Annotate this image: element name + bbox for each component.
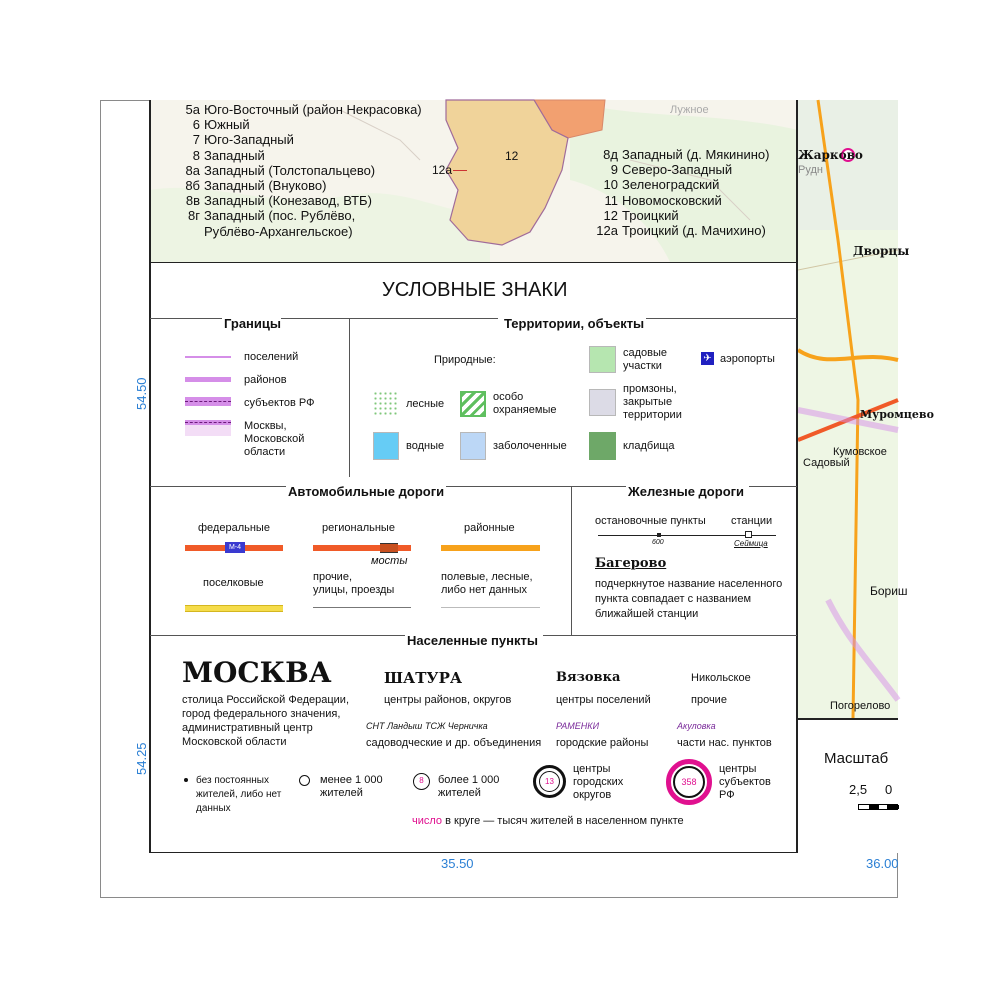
scale-top-border (797, 718, 898, 720)
road-regional-label: региональные (322, 522, 395, 534)
village-label: Лужное (670, 104, 709, 116)
protected-label: особо охраняемые (493, 391, 557, 416)
divider (749, 486, 797, 487)
rail-underlined-example: Багерово (595, 556, 667, 571)
district-num: 9 (610, 162, 618, 178)
district-num: 5а (185, 102, 200, 117)
road-district-symbol (441, 545, 540, 551)
district-name: Западный (204, 147, 265, 163)
section-title-territories: Территории, объекты (504, 316, 645, 331)
section-title-roads: Автомобильные дороги (288, 484, 445, 499)
industrial-swatch (589, 389, 616, 416)
district-num: 8г (188, 208, 200, 224)
no-residents-label: без постоянных жителей, либо нет данных (196, 775, 282, 814)
rail-stop-example: 600 (652, 539, 664, 546)
district-name: Западный (Толстопальцево) (204, 162, 376, 178)
border-moscow-label: Москвы, Московской области (244, 420, 305, 458)
scale-title: Масштаб (824, 750, 889, 767)
water-swatch (373, 432, 399, 460)
settlement-part-example: Акуловка (677, 721, 716, 731)
rail-stop-symbol (657, 533, 661, 537)
subject-center-symbol (666, 759, 712, 805)
district-name: Новомосковский (622, 192, 722, 208)
divider (571, 486, 572, 635)
border-subject-label: субъектов РФ (244, 397, 315, 409)
divider (150, 486, 286, 487)
cemetery-label: кладбища (623, 440, 675, 452)
road-field-label: полевые, лесные, либо нет данных (441, 571, 533, 596)
city-district-center-symbol (533, 765, 566, 798)
district-12-map-label: 12 (505, 149, 519, 163)
district-name: Троицкий (д. Мачихино) (622, 222, 766, 238)
gardens-label: садовые участки (623, 347, 668, 372)
capital-example: МОСКВА (182, 656, 332, 689)
district-list-left (172, 102, 422, 239)
divider (543, 635, 797, 636)
district-name: Юго-Восточный (район Некрасовка) (204, 102, 422, 117)
border-settlement-label: поселений (244, 351, 299, 363)
district-name: Западный (д. Мякинино) (622, 147, 770, 162)
capital-note: столица Российской Федерации, город федерального значения, административный центр Московской области (182, 694, 349, 748)
bridges-label: мосты (371, 555, 408, 567)
other-settlement-example: Никольское (691, 672, 751, 684)
district-center-note: центры районов, округов (384, 694, 512, 706)
district-name: Рублёво-Архангельское) (204, 223, 353, 239)
settlement-center-example: Вязовка (556, 670, 621, 685)
swamp-label: заболоченные (493, 440, 567, 452)
district-name: Юго-Западный (204, 132, 294, 148)
city-district-center-number: 13 (539, 771, 560, 792)
border-district-symbol (185, 377, 231, 382)
legend-left-border (149, 100, 151, 853)
road-field-symbol (441, 607, 540, 608)
map-town-label: Муромцево (860, 408, 934, 421)
road-streets-symbol (313, 607, 411, 608)
settlement-center-note: центры поселений (556, 694, 651, 706)
cemetery-swatch (589, 432, 616, 460)
urban-district-note: городские районы (556, 737, 649, 749)
subject-centers-label: центры субъектов РФ (719, 763, 771, 801)
rail-stations-label: станции (731, 515, 773, 527)
forest-swatch (373, 391, 399, 417)
section-title-railways: Железные дороги (628, 484, 745, 499)
divider (281, 318, 498, 319)
district-num: 8д (603, 147, 618, 162)
gt1000-label: более 1 000 жителей (438, 774, 500, 799)
settlement-part-note: части нас. пунктов (677, 737, 772, 749)
footnote-highlight: число (412, 815, 443, 827)
district-num: 6 (192, 117, 200, 133)
road-district-label: районные (464, 522, 515, 534)
section-title-borders: Границы (224, 316, 281, 331)
subject-center-number: 358 (673, 766, 705, 798)
district-center-example: ШАТУРА (384, 669, 463, 687)
lon-label-right: 36.00 (866, 856, 899, 871)
border-district-label: районов (244, 374, 287, 386)
district-list-right (590, 147, 769, 238)
legend-title: УСЛОВНЫЕ ЗНАКИ (382, 279, 568, 301)
swamp-swatch (460, 432, 486, 460)
district-name: Западный (пос. Рублёво, (204, 208, 356, 224)
map-town-label: Садовый (803, 457, 850, 469)
lon-label-left: 35.50 (441, 856, 474, 871)
district-num: 10 (603, 177, 618, 193)
map-town-label: Бориш (870, 584, 908, 598)
moscow-districts-map (150, 100, 798, 262)
road-settlement-symbol (185, 605, 283, 612)
scale-block (798, 718, 898, 853)
road-settlement-label: поселковые (203, 577, 264, 589)
rail-stops-label: остановочные пункты (595, 515, 706, 527)
border-moscow-symbol (185, 420, 231, 436)
district-num: 8а (185, 162, 200, 178)
snt-example-1: СНТ Ландыш (366, 721, 423, 731)
district-list-right-grid (590, 147, 769, 238)
scale-bar-segment (869, 805, 879, 809)
border-subject-symbol (185, 397, 231, 406)
lat-label-top: 54.50 (134, 377, 149, 410)
district-12a-pointer (453, 170, 467, 171)
snt-example-2: ТСЖ Черничка (425, 721, 488, 731)
rail-underlined-note: подчеркнутое название населенного пункта совпадает с названием ближайшей станции (595, 578, 783, 620)
other-settlement-note: прочие (691, 694, 727, 706)
district-name: Троицкий (622, 207, 679, 223)
map-town-label: Дворцы (853, 244, 910, 258)
natural-label: Природные: (434, 354, 496, 366)
district-name: Зеленоградский (622, 177, 720, 193)
gt1000-symbol: 8 (413, 773, 430, 790)
rail-station-example: Сеймица (734, 539, 768, 548)
district-name: Северо-Западный (622, 162, 733, 178)
map-town-label: Кумовское (833, 446, 887, 458)
district-12a-map-label: 12а (432, 163, 453, 177)
district-num: 8б (185, 177, 200, 193)
protected-swatch (460, 391, 486, 417)
scale-bar (858, 804, 898, 810)
footnote-text: в круге — тысяч жителей в населенном пункте (442, 815, 684, 827)
water-label: водные (406, 440, 445, 452)
district-num: 8в (185, 193, 200, 209)
rail-station-symbol (745, 531, 752, 538)
gardens-swatch (589, 346, 616, 373)
scale-bar-segment (887, 805, 899, 809)
district-name: Западный (Конезавод, ВТБ) (204, 193, 372, 209)
district-name: Западный (Внуково) (204, 177, 327, 193)
district-num: 11 (604, 192, 618, 208)
district-num: 8 (192, 147, 200, 163)
district-list-left-grid (172, 102, 422, 239)
map-town-label: Рудн (798, 164, 823, 176)
snt-note: садоводческие и др. объединения (366, 737, 542, 749)
urban-district-example: РАМЕНКИ (556, 721, 600, 731)
scale-tick-label: 2,5 (849, 782, 868, 797)
road-federal-badge: М-4 (225, 542, 245, 553)
airports-label: аэропорты (720, 353, 775, 365)
map-fragment-right (798, 100, 934, 718)
scale-tick-label: 0 (885, 782, 893, 797)
section-title-settlements: Населенные пункты (407, 633, 538, 648)
divider (646, 318, 797, 319)
district-name: Южный (204, 117, 250, 133)
road-streets-label: прочие, улицы, проезды (313, 571, 395, 596)
bridge-symbol (380, 543, 398, 553)
divider (150, 318, 222, 319)
road-federal-label: федеральные (198, 522, 270, 534)
airplane-icon: ✈ (701, 352, 714, 365)
legend-right-border (796, 100, 798, 853)
border-subject-dash (185, 401, 231, 403)
border-settlement-symbol (185, 356, 231, 358)
district-num: 12а (596, 222, 618, 238)
district-num: 12 (603, 207, 618, 223)
city-district-centers-label: центры городских округов (573, 763, 624, 801)
divider (446, 486, 626, 487)
population-footnote (412, 815, 684, 828)
lat-label-bottom: 54.25 (134, 742, 149, 775)
divider (150, 635, 405, 636)
industrial-label: промзоны, закрытые территории (623, 383, 682, 421)
divider (349, 318, 350, 477)
no-residents-symbol (184, 778, 188, 782)
district-num: 7 (192, 132, 200, 148)
border-moscow-dash (185, 422, 231, 424)
lt1000-symbol (299, 775, 310, 786)
district-num (172, 224, 204, 239)
lt1000-label: менее 1 000 жителей (320, 774, 383, 799)
forest-label: лесные (406, 398, 445, 410)
map-town-label: Жарково (798, 148, 863, 162)
map-town-label: Погорелово (830, 700, 891, 712)
